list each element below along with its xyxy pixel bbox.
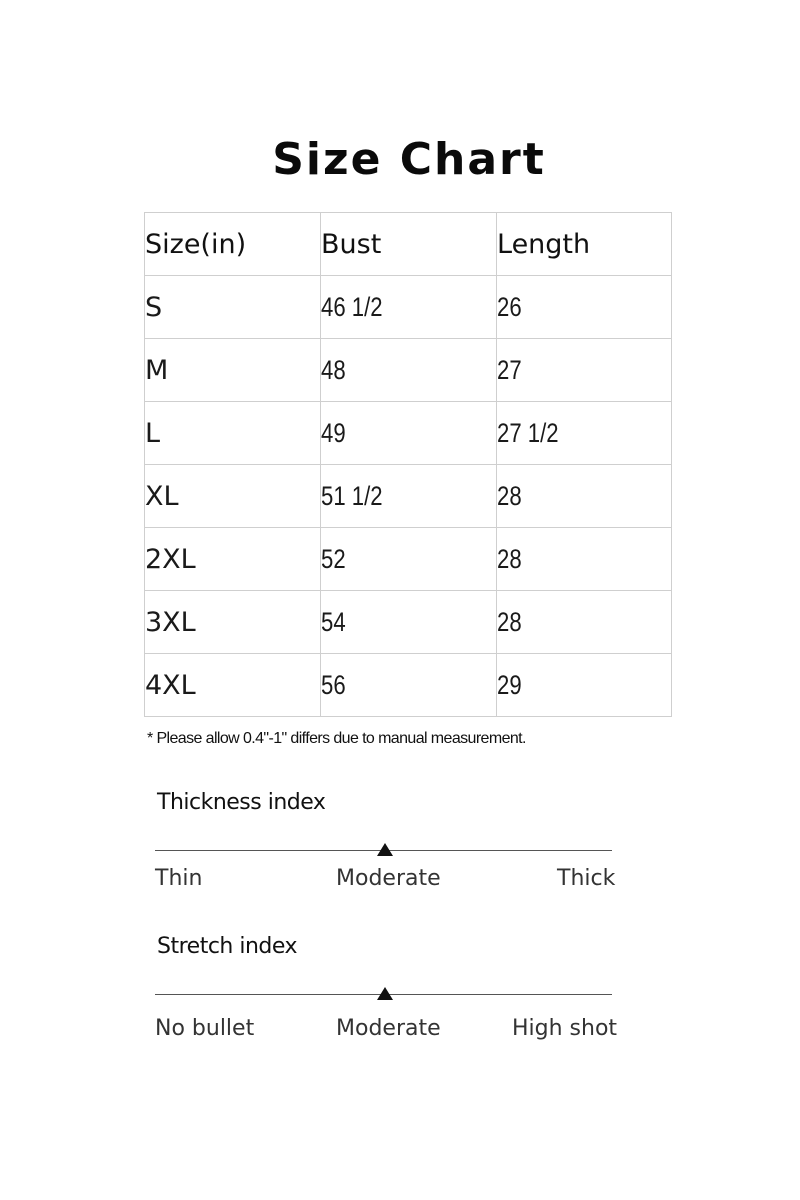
bust-cell: 54	[321, 606, 346, 637]
thickness-label-mid: Moderate	[336, 866, 441, 891]
size-cell: S	[145, 276, 321, 339]
table-row	[145, 402, 672, 465]
stretch-marker-icon	[377, 987, 393, 1000]
page-title: Size Chart	[272, 134, 546, 185]
length-cell: 28	[497, 543, 522, 574]
bust-cell: 49	[321, 417, 346, 448]
size-cell: 4XL	[145, 654, 321, 717]
length-cell: 27	[497, 354, 522, 385]
thickness-label-low: Thin	[155, 866, 203, 891]
size-cell: M	[145, 339, 321, 402]
size-cell: 3XL	[145, 591, 321, 654]
stretch-heading: Stretch index	[157, 934, 298, 959]
thickness-heading: Thickness index	[157, 790, 326, 815]
stretch-label-high: High shot	[512, 1016, 618, 1041]
length-cell: 28	[497, 480, 522, 511]
stretch-label-low: No bullet	[155, 1016, 255, 1041]
header-bust: Bust	[321, 213, 497, 276]
bust-cell: 48	[321, 354, 346, 385]
table-row	[145, 591, 672, 654]
bust-cell: 56	[321, 669, 346, 700]
table-row	[145, 339, 672, 402]
thickness-label-high: Thick	[557, 866, 616, 891]
size-cell: 2XL	[145, 528, 321, 591]
size-table	[144, 212, 672, 717]
size-cell: XL	[145, 465, 321, 528]
table-header-row	[145, 213, 672, 276]
table-row	[145, 528, 672, 591]
bust-cell: 52	[321, 543, 346, 574]
thickness-marker-icon	[377, 843, 393, 856]
table-row	[145, 465, 672, 528]
bust-cell: 46 1/2	[321, 291, 383, 322]
length-cell: 28	[497, 606, 522, 637]
length-cell: 29	[497, 669, 522, 700]
measurement-note: * Please allow 0.4"-1" differs due to manual measurement.	[147, 730, 526, 747]
bust-cell: 51 1/2	[321, 480, 383, 511]
stretch-label-mid: Moderate	[336, 1016, 441, 1041]
length-cell: 27 1/2	[497, 417, 559, 448]
table-row	[145, 654, 672, 717]
table-row	[145, 276, 672, 339]
length-cell: 26	[497, 291, 522, 322]
header-length: Length	[497, 213, 672, 276]
header-size: Size(in)	[145, 213, 321, 276]
size-cell: L	[145, 402, 321, 465]
